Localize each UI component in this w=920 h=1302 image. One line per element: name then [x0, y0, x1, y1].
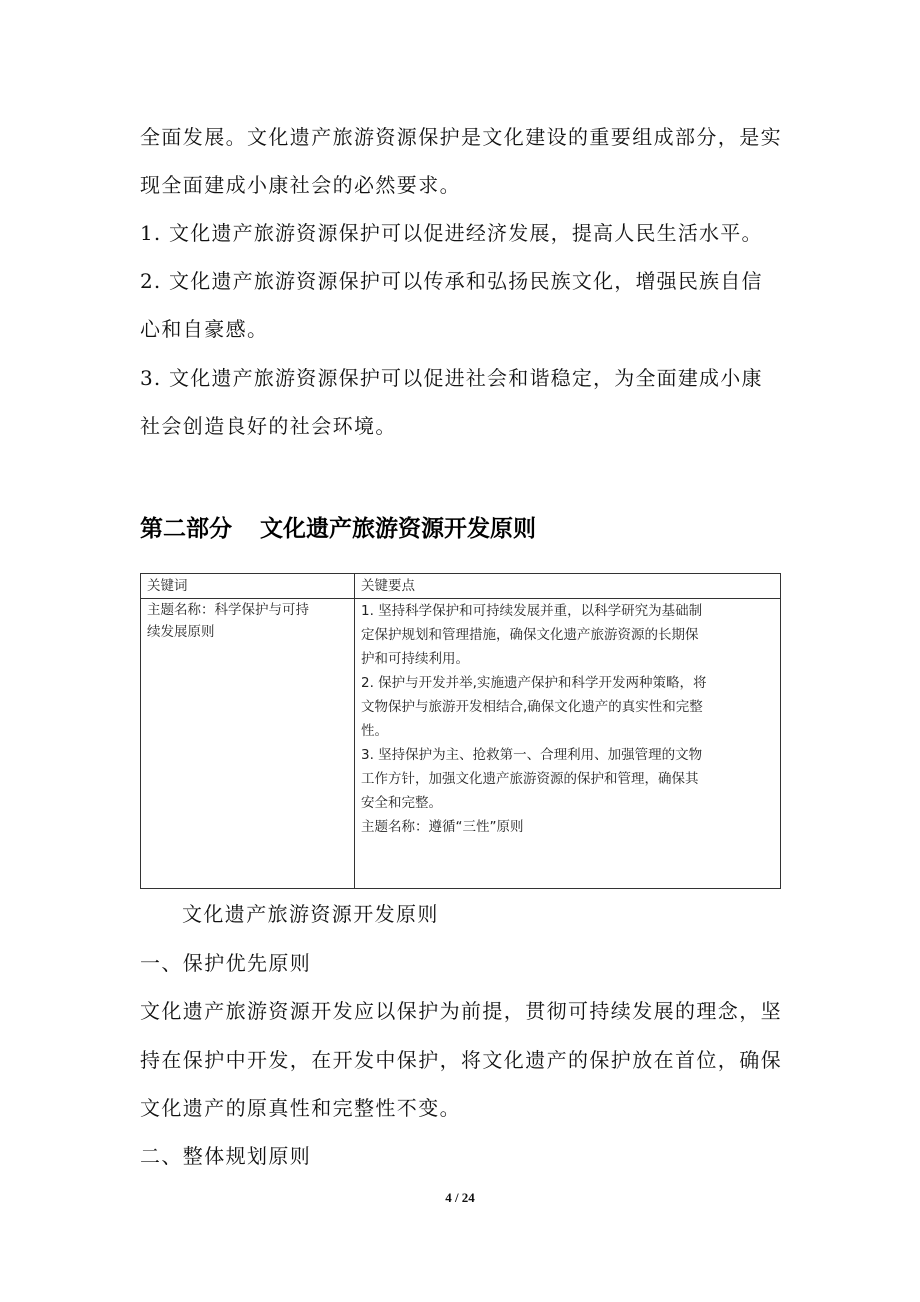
table-header-keyword: 关键词 [141, 574, 355, 599]
section-number: 第二部分 [140, 516, 232, 542]
table-cell-points [355, 599, 781, 889]
point-line: 主题名称：遵循“三性”原则 [361, 819, 524, 835]
table-header-keypoints: 关键要点 [355, 574, 781, 599]
point-line: 3. 坚持保护为主、抢救第一、合理利用、加强管理的文物 [361, 747, 703, 763]
point-line: 性。 [361, 723, 388, 739]
point-line: 2. 保护与开发并举,实施遗产保护和科学开发两种策略，将 [361, 675, 707, 691]
section-heading [140, 514, 536, 544]
table-header-row [141, 574, 781, 599]
subheading-text: 文化遗产旅游资源开发原则 [182, 902, 439, 926]
table-cell-topic [141, 599, 355, 889]
key-points-table [140, 573, 781, 889]
list-item-3: 3. 文化遗产旅游资源保护可以促进社会和谐稳定，为全面建成小康 [140, 366, 763, 390]
list-item-3-continued: 社会创造良好的社会环境。 [140, 414, 397, 438]
point-line: 安全和完整。 [361, 795, 442, 811]
body-text-line: 全面发展。文化遗产旅游资源保护是文化建设的重要组成部分，是实 [140, 125, 782, 149]
topic-line: 主题名称：科学保护与可持 [147, 602, 309, 618]
body-text-line: 文化遗产旅游资源开发应以保护为前提，贯彻可持续发展的理念，坚 [140, 999, 782, 1023]
list-item-2-continued: 心和自豪感。 [140, 317, 269, 341]
body-text-line: 文化遗产的原真性和完整性不变。 [140, 1096, 461, 1120]
page-number: 4 / 24 [445, 1190, 475, 1205]
point-line: 1. 坚持科学保护和可持续发展并重，以科学研究为基础制 [361, 603, 703, 619]
subsection-heading-1: 一、保护优先原则 [140, 951, 312, 975]
section-title-text: 文化遗产旅游资源开发原则 [260, 516, 536, 542]
list-item-2: 2. 文化遗产旅游资源保护可以传承和弘扬民族文化，增强民族自信 [140, 269, 763, 293]
topic-line: 续发展原则 [147, 624, 215, 640]
table-row [141, 599, 781, 889]
list-item-1: 1. 文化遗产旅游资源保护可以促进经济发展，提高人民生活水平。 [140, 221, 763, 245]
point-line: 定保护规划和管理措施，确保文化遗产旅游资源的长期保 [361, 627, 699, 643]
point-line: 文物保护与旅游开发相结合,确保文化遗产的真实性和完整 [361, 699, 703, 715]
subsection-heading-2: 二、整体规划原则 [140, 1144, 312, 1168]
body-text-line: 现全面建成小康社会的必然要求。 [140, 173, 461, 197]
point-line: 护和可持续利用。 [361, 651, 469, 667]
point-line: 工作方针，加强文化遗产旅游资源的保护和管理，确保其 [361, 771, 699, 787]
body-text-line: 持在保护中开发，在开发中保护，将文化遗产的保护放在首位，确保 [140, 1048, 782, 1072]
